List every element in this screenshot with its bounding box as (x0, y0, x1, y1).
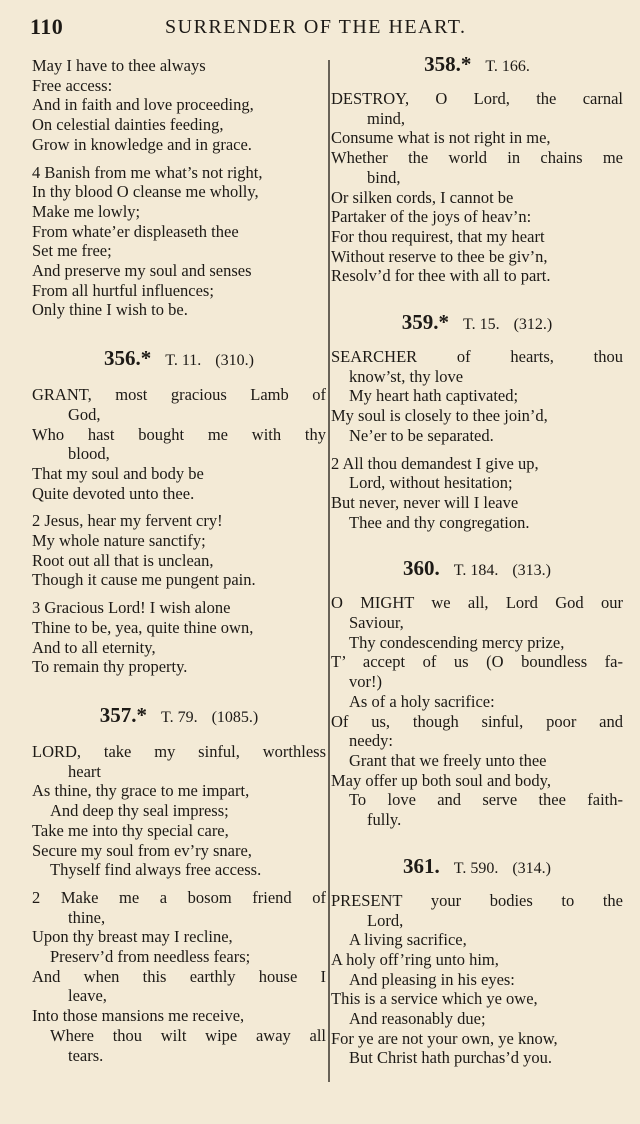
verse-line: PRESENT your bodies to the (331, 890, 623, 910)
verse-line: And reasonably due; (349, 1009, 486, 1029)
verse-line: Take me into thy special care, (32, 820, 229, 840)
verse-line: A holy off’ring unto him, (331, 949, 499, 969)
verse-line: As of a holy sacrifice: (349, 691, 495, 711)
verse-line: Where thou wilt wipe away all (50, 1025, 326, 1045)
verse-line: blood, (68, 444, 110, 464)
verse-line: In thy blood O cleanse me wholly, (32, 182, 259, 202)
stanza (331, 89, 623, 286)
verse-line: needy: (349, 731, 393, 751)
verse-line: Lord, (367, 910, 404, 930)
stanza (331, 454, 623, 533)
verse-line: Thine to be, yea, quite thine own, (32, 617, 254, 637)
verse-line: 2 All thou demandest I give up, (331, 453, 539, 473)
verse-line: mind, (367, 108, 406, 128)
stanza (32, 385, 326, 503)
verse-line: Make me lowly; (32, 201, 141, 221)
stanza (331, 891, 623, 1068)
verse-line: For thou requirest, that my heart (331, 226, 545, 246)
verse-line: Grow in knowledge and in grace. (32, 134, 252, 154)
verse-line: From whate’er displeaseth thee (32, 221, 239, 241)
verse-line: God, (68, 404, 101, 424)
verse-line: Or silken cords, I cannot be (331, 187, 514, 207)
stanza (331, 347, 623, 446)
tune-number: T. 590. (453, 859, 499, 877)
verse-line: To remain thy property. (32, 657, 188, 677)
verse-line: Secure my soul from ev’ry snare, (32, 840, 252, 860)
verse-line: But Christ hath purchas’d you. (349, 1048, 553, 1068)
verse-line: tears. (68, 1045, 104, 1065)
verse-line: My soul is closely to thee join’d, (331, 406, 548, 426)
verse-line: LORD, take my sinful, worthless (32, 741, 326, 761)
hymn-reference: (310.) (215, 352, 254, 370)
hymn-number: 359.* (401, 310, 449, 335)
hymn-heading-360 (331, 556, 623, 581)
verse-line: A living sacrifice, (349, 930, 467, 950)
verse-line: vor!) (349, 672, 382, 692)
verse-line: T’ accept of us (O boundless fa- (331, 652, 623, 672)
tune-number: T. 184. (453, 562, 499, 580)
hymn-reference: (314.) (512, 859, 551, 877)
verse-line: Only thine I wish to be. (32, 300, 188, 320)
hymn-heading-359 (331, 310, 623, 335)
verse-line: For ye are not your own, ye know, (331, 1028, 558, 1048)
stanza (331, 593, 623, 829)
hymn-reference: (312.) (513, 316, 553, 334)
verse-line: Root out all that is unclean, (32, 550, 214, 570)
tune-number: T. 79. (161, 708, 198, 726)
stanza (32, 598, 326, 677)
hymn-continuation (32, 56, 326, 155)
tune-number: T. 15. (463, 316, 500, 334)
verse-line: Whether the world in chains me (331, 148, 623, 168)
stanza (32, 163, 326, 321)
hymn-heading-358 (331, 52, 623, 77)
verse-line: Quite devoted unto thee. (32, 483, 195, 503)
verse-line: And deep thy seal impress; (50, 801, 229, 821)
right-column (331, 52, 623, 1068)
stanza (32, 888, 326, 1065)
verse-line: May I have to thee always (32, 56, 206, 75)
hymn-number: 360. (403, 556, 440, 581)
verse-line: And when this earthly house I (32, 966, 326, 986)
hymn-heading-361 (331, 854, 623, 879)
verse-line: Consume what is not right in me, (331, 128, 551, 148)
verse-line: 2 Jesus, hear my fervent cry! (32, 511, 223, 531)
verse-line: 4 Banish from me what’s not right, (32, 162, 263, 182)
verse-line: 3 Gracious Lord! I wish alone (32, 598, 231, 618)
verse-line: 2 Make me a bosom friend of (32, 887, 326, 907)
hymn-number: 361. (403, 853, 440, 878)
verse-line: And in faith and love proceeding, (32, 95, 254, 115)
hymn-number: 357.* (99, 702, 147, 727)
verse-line: bind, (367, 167, 401, 187)
verse-line: Free access: (32, 75, 113, 95)
page-number: 110 (30, 14, 64, 39)
verse-line: Though it cause me pungent pain. (32, 570, 256, 590)
hymn-reference: (1085.) (211, 708, 259, 726)
verse-line: Upon thy breast may I recline, (32, 927, 233, 947)
verse-line: Partaker of the joys of heav’n: (331, 207, 532, 227)
tune-number: T. 166. (485, 58, 530, 75)
verse-line: And preserve my soul and senses (32, 261, 252, 281)
verse-line: thine, (68, 907, 106, 927)
verse-line: Ne’er to be separated. (349, 425, 494, 445)
verse-line: But never, never will I leave (331, 492, 519, 512)
verse-line: As thine, thy grace to me impart, (32, 781, 250, 801)
verse-line: Preserv’d from needless fears; (50, 947, 251, 967)
hymn-heading-357 (32, 703, 326, 728)
verse-line: Grant that we freely unto thee (349, 750, 547, 770)
verse-line: From all hurtful influences; (32, 280, 214, 300)
stanza (32, 742, 326, 880)
verse-line: On celestial dainties feeding, (32, 115, 224, 135)
verse-line: GRANT, most gracious Lamb of (32, 385, 326, 405)
verse-line: fully. (367, 810, 402, 830)
verse-line: To love and serve thee faith- (349, 790, 623, 810)
verse-line: And pleasing in his eyes: (349, 969, 515, 989)
verse-line: DESTROY, O Lord, the carnal (331, 89, 623, 108)
verse-line: Thyself find always free access. (50, 860, 262, 880)
verse-line: Saviour, (349, 613, 404, 633)
verse-line: My whole nature sanctify; (32, 531, 206, 551)
verse-line: know’st, thy love (349, 366, 464, 386)
verse-line: SEARCHER of hearts, thou (331, 347, 623, 367)
tune-number: T. 11. (165, 352, 202, 370)
verse-line: O MIGHT we all, Lord God our (331, 593, 623, 613)
verse-line: Of us, though sinful, poor and (331, 711, 623, 731)
verse-line: And to all eternity, (32, 637, 156, 657)
verse-line: Lord, without hesitation; (349, 473, 513, 493)
stanza (32, 511, 326, 590)
hymn-number: 358.* (424, 52, 472, 76)
verse-line: heart (68, 761, 101, 781)
verse-line: Thee and thy congregation. (349, 512, 530, 532)
hymn-heading-356 (32, 346, 326, 371)
verse-line: Set me free; (32, 241, 112, 261)
verse-line: Thy condescending mercy prize, (349, 632, 565, 652)
verse-line: That my soul and body be (32, 463, 204, 483)
verse-line: My heart hath captivated; (349, 386, 519, 406)
verse-line: May offer up both soul and body, (331, 770, 551, 790)
verse-line: Into those mansions me receive, (32, 1006, 245, 1026)
hymn-reference: (313.) (512, 562, 551, 580)
verse-line: This is a service which ye owe, (331, 989, 538, 1009)
left-column (32, 56, 326, 1065)
verse-line: Who hast bought me with thy (32, 424, 326, 444)
verse-line: Without reserve to thee be giv’n, (331, 246, 548, 266)
verse-line: leave, (68, 986, 107, 1006)
running-title: SURRENDER OF THE HEART. (165, 16, 467, 38)
hymn-number: 356.* (104, 346, 152, 371)
verse-line: Resolv’d for thee with all to part. (331, 266, 551, 286)
column-divider (328, 60, 330, 1082)
